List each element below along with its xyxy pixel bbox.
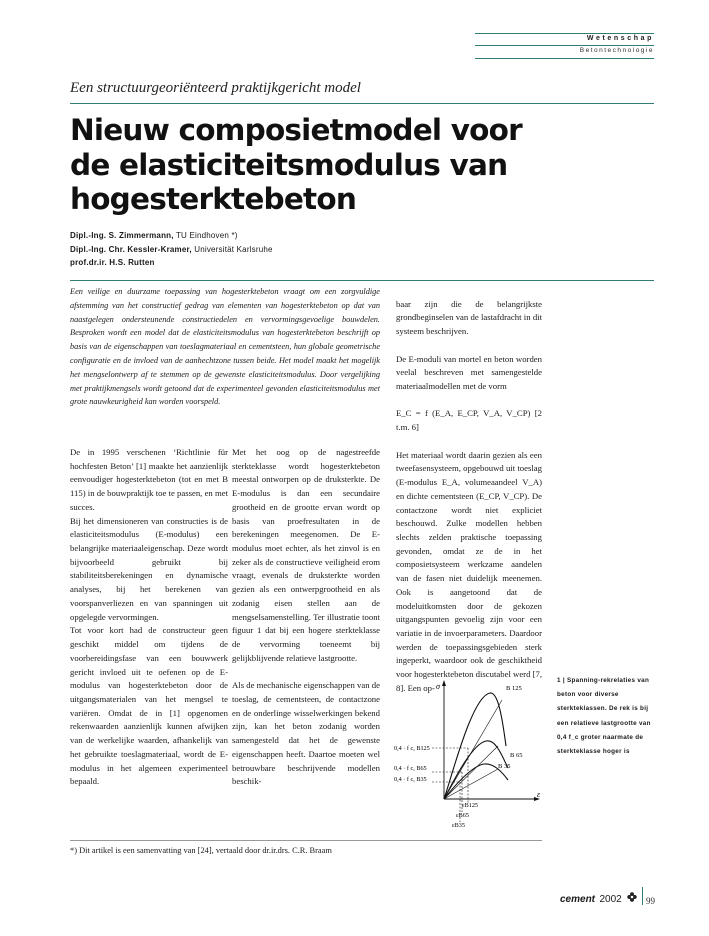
strain-label-b65: εB65: [456, 812, 469, 819]
author-name: Dipl.-Ing. S. Zimmermann,: [70, 231, 174, 240]
author-name: Dipl.-Ing. Chr. Kessler-Kramer,: [70, 244, 192, 254]
header-rule-bottom: [475, 58, 654, 59]
footer-divider: [642, 887, 643, 905]
author-affiliation: TU Eindhoven *): [173, 231, 238, 240]
title-line: hogesterktebeton: [70, 182, 357, 216]
caption-number: 1: [557, 677, 561, 684]
curve-label-b65: B 65: [510, 752, 523, 759]
formula: E_C = f (E_A, E_CP, V_A, V_CP) [2 t.m. 6]: [396, 408, 542, 433]
author-line: [70, 256, 470, 270]
level-label-b35: 0,4 · f c, B35: [394, 776, 427, 783]
stress-strain-figure: [390, 676, 550, 832]
author-list: [70, 229, 470, 270]
caption-separator: |: [562, 677, 567, 684]
level-label-b65: 0,4 · f c, B65: [394, 765, 427, 772]
body-column-2: Met het oog op de nagestreefde sterkteklasse wordt hogesterktebeton meestal ontworpen op de druksterkte. De E-modulus is dan een secundaire grootheid en de grootte ervan wordt op basis van proefresultaten in de berekeningen meegenomen. De E-modulus moet echter, als het zinvol is en zeker als de constructieve veiligheid erom vraagt, evenals de druksterkte worden gezien als een ontwerpgrootheid en als zodanig eisen stellen aan de mengselsamenstelling. Ter illustratie toont figuur 1 dat bij een hogere sterkteklasse de vervorming toeneemt bij gelijkblijvende relatieve lastgrootte. Als de mechanische eigenschappen van de toeslag, de cementsteen, de contactzone en de onderlinge wisselwerkingen bekend zijn, kan het beton zodanig worden samengesteld dat het de gewenste eigenschappen heeft. Daartoe moeten wel betrouwbare beschrijvende modellen beschik-: [232, 447, 380, 787]
title-line: Nieuw composietmodel voor: [70, 113, 522, 147]
col3-bottom: Het materiaal wordt daarin gezien als een tweefasensysteem, opgebouwd uit toeslag (E-modulus E_A, volumeaandeel V_A) en dichte cementsteen (E_CP, V_CP). De contactzone wordt niet expliciet beschouwd. Zulke modellen hebben slechts zelden praktische toepassing gevonden, omdat ze de in het composietsysteem werkzame aandelen van de fasen niet duidelijk meenemen. Ook is aangetoond dat de modeluitkomsten door de gekozen uitgangspunten gevoelig zijn voor een variatie in de invoerparameters. Daardoor werden de toepassingsgebieden sterk ingeperkt, waardoor ook de geschiktheid voor hogesterktebeton discutabel werd [7, 8]. Een op-: [396, 449, 542, 693]
author-line: [70, 229, 470, 243]
article-title: [70, 113, 670, 217]
section-label: Wetenschap: [586, 35, 654, 42]
caption-text: Spanning-rekrelaties van beton voor diverse sterkteklassen. De rek is bij een relatieve lastgrootte van 0,4 f_c groter naarmate de sterkteklasse hoger is: [557, 677, 651, 756]
footnote-rule: [70, 840, 542, 841]
article-kicker: Een structuurgeoriënteerd praktijkgericht model: [70, 80, 361, 96]
header-rule-mid: [475, 45, 654, 46]
curve-label-b35: B 35: [498, 763, 511, 770]
subsection-label: Betontechnologie: [579, 47, 654, 54]
magazine-year: 2002: [599, 894, 622, 905]
author-line: [70, 243, 470, 257]
flower-icon: [627, 892, 637, 902]
y-axis-arrow: [442, 680, 446, 686]
page-number: 99: [646, 896, 655, 906]
strain-label-b35: εB35: [452, 822, 465, 829]
strain-label-b125: εB125: [462, 802, 479, 809]
y-axis-label: σ: [436, 682, 440, 691]
figure-axes: [442, 680, 540, 801]
col3-top: baar zijn die de belangrijkste grondbeginselen van de lastafdracht in dit systeem beschrijven. De E-moduli van mortel en beton worden veelal beschreven met samengestelde materiaalmodellen met de vorm: [396, 298, 542, 392]
curve-label-b125: B 125: [506, 685, 522, 692]
author-name: prof.dr.ir. H.S. Rutten: [70, 258, 155, 267]
body-column-1: De in 1995 verschenen ‘Richtlinie für hochfesten Beton’ [1] maakte het aanzienlijk eenvoudiger hogesterktebeton (tot en met B 115) in de bouwpraktijk toe te passen, en met succes. Bij het dimensioneren van constructies is de elasticiteitsmodulus (E-modulus) een belangrijke materiaaleigenschap. Deze wordt bijvoorbeeld gebruikt bij stabiliteitsberekeningen en dynamische analyses, bij het berekenen van voorspanverliezen en van spanningen uit opgelegde vervormingen. Tot voor kort had de constructeur geen geschikt middel om tijdens de voorbereidingsfase van een bouwwerk gericht invloed uit te oefenen op de E-modulus van hogesterktebeton door de uitgangsmaterialen van het mengsel te variëren. Omdat de in [1] opgenomen rekenwaarden aanzienlijk kunnen afwijken van de werkelijke waarden, afhankelijk van het gebruikte toeslagmateriaal, wordt de E-modulus in het algemeen experimenteel bepaald.: [70, 447, 228, 787]
header-rule-top: [475, 33, 654, 34]
kicker-rule: [70, 103, 654, 104]
body-column-3: [396, 284, 542, 709]
footnote: *) Dit artikel is een samenvatting van [24], vertaald door dr.ir.drs. C.R. Braam: [70, 846, 332, 855]
figure-caption: [557, 674, 657, 759]
intro-rule: [70, 280, 654, 281]
author-affiliation: Universität Karlsruhe: [191, 244, 273, 254]
title-line: de elasticiteitsmodulus van: [70, 147, 508, 182]
magazine-name: cement: [560, 894, 596, 905]
x-axis-label: ε: [537, 790, 541, 799]
article-intro: Een veilige en duurzame toepassing van hogesterktebeton vraagt om een zorgvuldige afstemming van het constructief gedrag van elementen van hogesterktebeton op dat van naastgelegen ondersteunende constructiedelen en vervormingsgevoelige bouwdelen. Besproken wordt een model dat de elasticiteitsmodulus van hogesterktebeton beschrijft op basis van de eigenschappen van toeslagmateriaal en cementsteen, hun globale geometrische configuratie en de invloed van de aanhechtzone tussen beide. Het model maakt het mogelijk het mengselontwerp af te stemmen op de gewenste elasticiteitsmodulus. Door vergelijking met praktijkmengsels wordt getoond dat de experimenteel gevonden elasticiteitsmodulus met grote nauwkeurigheid kan worden voorspeld.: [70, 287, 380, 407]
level-label-b125: 0,4 · f c, B125: [394, 745, 430, 752]
